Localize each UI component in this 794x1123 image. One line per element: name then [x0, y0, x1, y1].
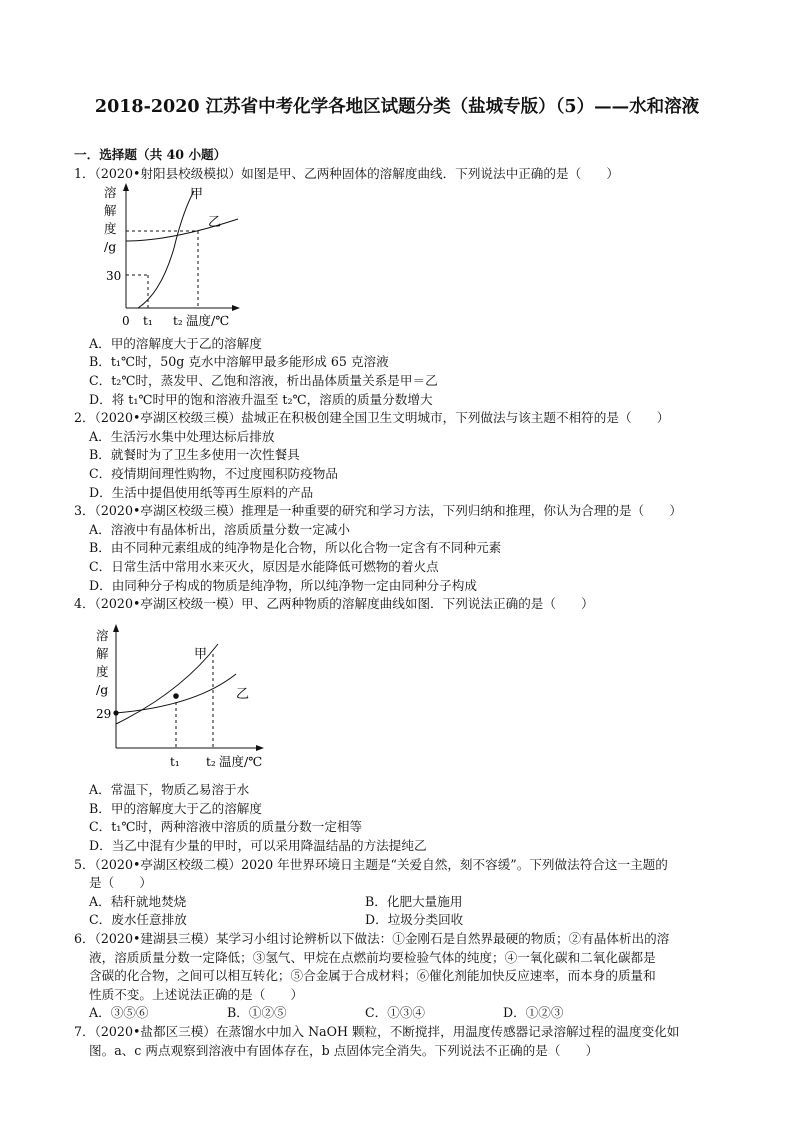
solubility-graph-4 — [86, 614, 734, 782]
option: A．秸秆就地焚烧 — [89, 893, 187, 909]
option: B．由不同种元素组成的纯净物是化合物，所以化合物一定含有不同种元素 — [89, 540, 502, 556]
question-stem: 6．（2020•建湖县三模）某学习小组讨论辨析以下做法：①金刚石是自然界最硬的物质；②有晶体析出的溶 — [74, 931, 670, 947]
t1-label: t₁ — [170, 754, 180, 769]
y-axis-arrow — [113, 624, 119, 632]
y-axis-label-char: 溶 — [104, 185, 117, 201]
option: A．甲的溶解度大于乙的溶解度 — [89, 335, 262, 351]
question-stem-continued: 是（ ） — [89, 875, 152, 891]
option: B．t₁℃时，50g 克水中溶解甲最多能形成 65 克溶液 — [89, 354, 389, 370]
y-axis-label-char: /g — [96, 681, 109, 697]
series-label-yi: 乙 — [236, 686, 250, 702]
series-label-yi: 乙 — [208, 215, 222, 231]
question-1 — [74, 165, 734, 410]
option: D．①②③ — [503, 1005, 564, 1021]
question-2 — [74, 409, 734, 502]
question-7 — [74, 1023, 734, 1060]
option: C．废水任意排放 — [89, 912, 187, 928]
x-axis-arrow — [256, 745, 264, 751]
y-tick-label: 30 — [106, 269, 122, 284]
solubility-curve-figure — [86, 614, 336, 776]
option: A．溶液中有晶体析出，溶质质量分数一定减小 — [89, 521, 350, 537]
t2-label: t₂ — [206, 754, 216, 769]
question-stem: 3．（2020•亭湖区校级三模）推理是一种重要的研究和学习方法，下列归纳和推理，你认为合理的是（ ） — [74, 503, 682, 519]
option: C．日常生活中常用水来灭火，原因是水能降低可燃物的着火点 — [89, 558, 439, 574]
question-list — [74, 146, 734, 1060]
series-label-jia: 甲 — [194, 646, 208, 662]
option: A．生活污水集中处理达标后排放 — [89, 428, 275, 444]
question-stem: 1．（2020•射阳县校级模拟）如图是甲、乙两种固体的溶解度曲线．下列说法中正确的是（ ） — [74, 165, 619, 181]
option: B．化肥大量施用 — [365, 893, 463, 909]
option: B．甲的溶解度大于乙的溶解度 — [89, 800, 262, 816]
question-stem-continued: 性质不变。上述说法正确的是（ ） — [89, 986, 304, 1002]
y-tick-label: 29 — [96, 706, 112, 721]
solubility-graph-1 — [86, 183, 734, 335]
option: A．常温下，物质乙易溶于水 — [89, 782, 250, 798]
series-label-jia: 甲 — [190, 187, 204, 203]
option-row — [74, 911, 734, 930]
x-axis-label: 温度/℃ — [219, 753, 263, 769]
option: C．t₂℃时，蒸发甲、乙饱和溶液，析出晶体质量关系是甲＝乙 — [89, 372, 438, 388]
intercept-point — [113, 710, 118, 715]
option: D．将 t₁℃时甲的饱和溶液升温至 t₂℃，溶质的质量分数增大 — [89, 391, 433, 407]
y-axis-label-char: /g — [104, 239, 117, 255]
question-4 — [74, 595, 734, 856]
section-heading: 一．选择题（共 40 小题） — [74, 147, 227, 162]
question-stem-continued: 图。a、c 两点观察到溶液中有固体存在，b 点固体完全消失。下列说法不正确的是（ ） — [89, 1042, 599, 1058]
question-stem-continued: 液，溶质质量分数一定降低；③氢气、甲烷在点燃前均要检验气体的纯度；④一氧化碳和二氧化碳都是 — [89, 949, 656, 965]
question-stem-continued: 含碳的化合物，之间可以相互转化；⑤合金属于合成材料；⑥催化剂能加快反应速率，而本身的质量和 — [89, 968, 656, 984]
option: D．垃圾分类回收 — [365, 912, 464, 928]
question-stem: 2．（2020•亭湖区校级三模）盐城正在积极创建全国卫生文明城市，下列做法与该主题不相符的是（ ） — [74, 410, 670, 426]
solubility-curve-figure — [86, 183, 326, 329]
y-axis-label-char: 解 — [96, 645, 109, 661]
y-axis-label-char: 解 — [104, 203, 117, 219]
option-row — [74, 1004, 734, 1023]
option: C．疫情期间理性购物，不过度囤积防疫物品 — [89, 465, 338, 481]
question-5 — [74, 856, 734, 930]
option: C．①③④ — [365, 1005, 426, 1021]
question-stem: 5．（2020•亭湖区校级二模）2020 年世界环境日主题是“关爱自然，刻不容缓”。下列做法符合这一主题的 — [74, 856, 668, 872]
option: A．③⑤⑥ — [89, 1005, 149, 1021]
option-row — [74, 893, 734, 912]
y-axis-arrow — [123, 183, 129, 191]
origin-label: 0 — [122, 314, 130, 329]
question-6 — [74, 930, 734, 1023]
option: D．当乙中混有少量的甲时，可以采用降温结晶的方法提纯乙 — [89, 838, 427, 854]
option: B．①②⑤ — [227, 1005, 287, 1021]
x-axis-label: 温度/℃ — [186, 313, 230, 329]
y-axis-label-char: 度 — [104, 221, 117, 237]
option: B．就餐时为了卫生多使用一次性餐具 — [89, 447, 300, 463]
question-stem: 4．（2020•亭湖区校级一模）甲、乙两种物质的溶解度曲线如图．下列说法正确的是（ ） — [74, 596, 594, 612]
option: C．t₁℃时，两种溶液中溶质的质量分数一定相等 — [89, 819, 363, 835]
y-axis-label-char: 溶 — [96, 627, 109, 643]
document-title: 2018-2020 江苏省中考化学各地区试题分类（盐城专版）（5）——水和溶液 — [94, 97, 700, 117]
t2-label: t₂ — [173, 314, 183, 329]
question-3 — [74, 502, 734, 595]
y-axis-label-char: 度 — [96, 663, 109, 679]
option: D．由同种分子构成的物质是纯净物，所以纯净物一定由同种分子构成 — [89, 577, 477, 593]
x-axis-arrow — [232, 305, 240, 311]
question-stem: 7．（2020•盐都区三模）在蒸馏水中加入 NaOH 颗粒，不断搅拌，用温度传感器记录溶解过程的温度变化如 — [74, 1024, 680, 1039]
curve-yi — [126, 219, 238, 241]
t1-label: t₁ — [143, 314, 153, 329]
curve-jia — [138, 191, 194, 308]
option: D．生活中提倡使用纸等再生原料的产品 — [89, 484, 314, 500]
